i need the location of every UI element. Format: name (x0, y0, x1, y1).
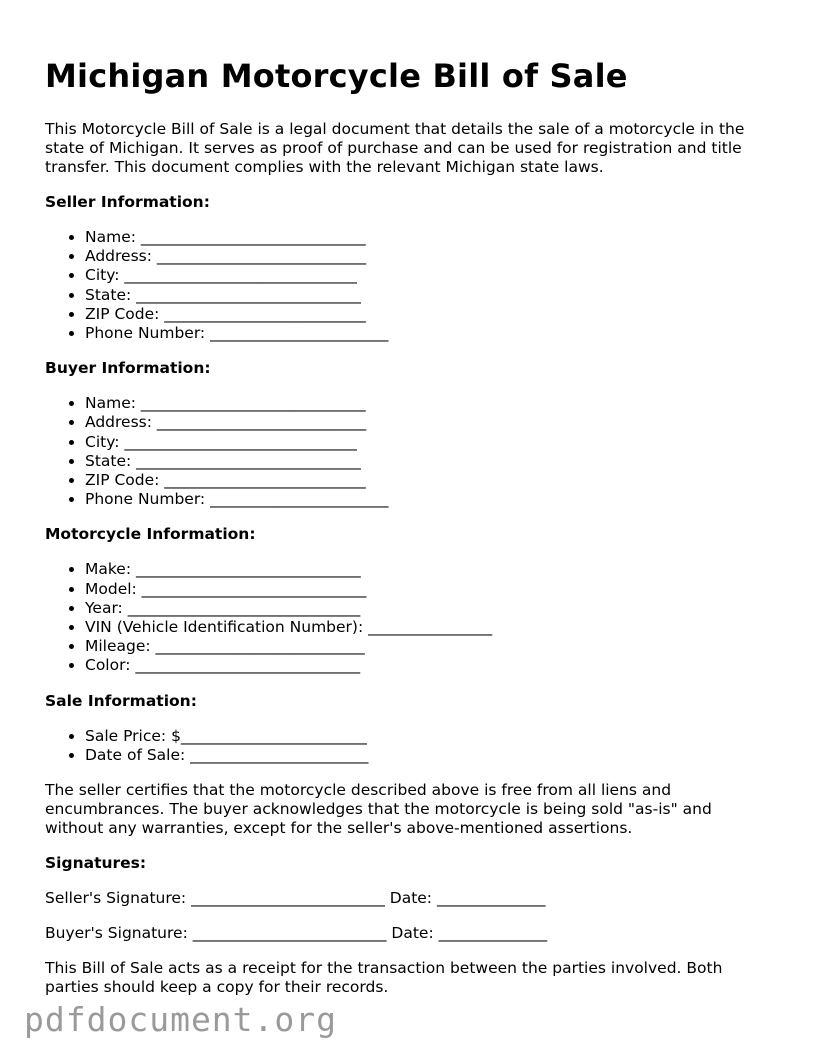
motorcycle-year-field[interactable]: • Year: ______________________________ (85, 599, 775, 618)
watermark: pdfdocument.org (24, 1000, 338, 1039)
seller-city-field[interactable]: • City: ______________________________ (85, 266, 775, 285)
motorcycle-make-field[interactable]: • Make: _____________________________ (85, 560, 775, 579)
motorcycle-heading: Motorcycle Information: (45, 525, 256, 544)
signatures-heading: Signatures: (45, 854, 147, 873)
seller-state-field[interactable]: • State: _____________________________ (85, 286, 775, 305)
sale-price-field[interactable]: • Sale Price: $________________________ (85, 727, 775, 746)
intro-paragraph: This Motorcycle Bill of Sale is a legal document that details the sale of a motorcycle in the state of Michigan. It serves as proof of purchase and can be used for registration and title transfer. This document complies with the relevant Michigan state laws. (45, 120, 745, 176)
buyer-name-field[interactable]: • Name: _____________________________ (85, 394, 775, 413)
sale-heading: Sale Information: (45, 691, 197, 710)
buyer-phone-field[interactable]: • Phone Number: _______________________ (85, 490, 775, 509)
buyer-zip-field[interactable]: • ZIP Code: __________________________ (85, 471, 775, 490)
seller-name-field[interactable]: • Name: _____________________________ (85, 228, 775, 247)
document-page (45, 52, 775, 997)
seller-heading: Seller Information: (45, 193, 210, 211)
sale-date-field[interactable]: • Date of Sale: _______________________ (85, 746, 775, 765)
buyer-state-field[interactable]: • State: _____________________________ (85, 452, 775, 471)
seller-address-field[interactable]: • Address: ___________________________ (85, 247, 775, 266)
buyer-city-field[interactable]: • City: ______________________________ (85, 433, 775, 452)
seller-signature-line[interactable]: Seller's Signature: _________________________ Date: ______________ (45, 889, 546, 908)
certification-paragraph: The seller certifies that the motorcycle described above is free from all liens and encumbrances. The buyer acknowledges that the motorcycle is being sold "as-is" and without any warranties, except for the seller's above-mentioned assertions. (45, 781, 712, 838)
motorcycle-list (45, 560, 775, 675)
buyer-address-field[interactable]: • Address: ___________________________ (85, 413, 775, 432)
seller-phone-field[interactable]: • Phone Number: _______________________ (85, 324, 775, 343)
buyer-list (45, 394, 775, 509)
buyer-signature-line[interactable]: Buyer's Signature: _________________________ Date: ______________ (45, 924, 548, 943)
closing-paragraph: This Bill of Sale acts as a receipt for the transaction between the parties involved. Both parties should keep a copy for their records. (45, 959, 723, 997)
seller-zip-field[interactable]: • ZIP Code: __________________________ (85, 305, 775, 324)
buyer-heading: Buyer Information: (45, 359, 211, 378)
motorcycle-mileage-field[interactable]: • Mileage: ___________________________ (85, 637, 775, 656)
motorcycle-vin-field[interactable]: • VIN (Vehicle Identification Number): ________________ (85, 618, 775, 637)
motorcycle-model-field[interactable]: • Model: _____________________________ (85, 580, 775, 599)
seller-list (45, 228, 775, 343)
document-title: Michigan Motorcycle Bill of Sale (45, 57, 628, 95)
sale-list (45, 727, 775, 765)
motorcycle-color-field[interactable]: • Color: _____________________________ (85, 656, 775, 675)
